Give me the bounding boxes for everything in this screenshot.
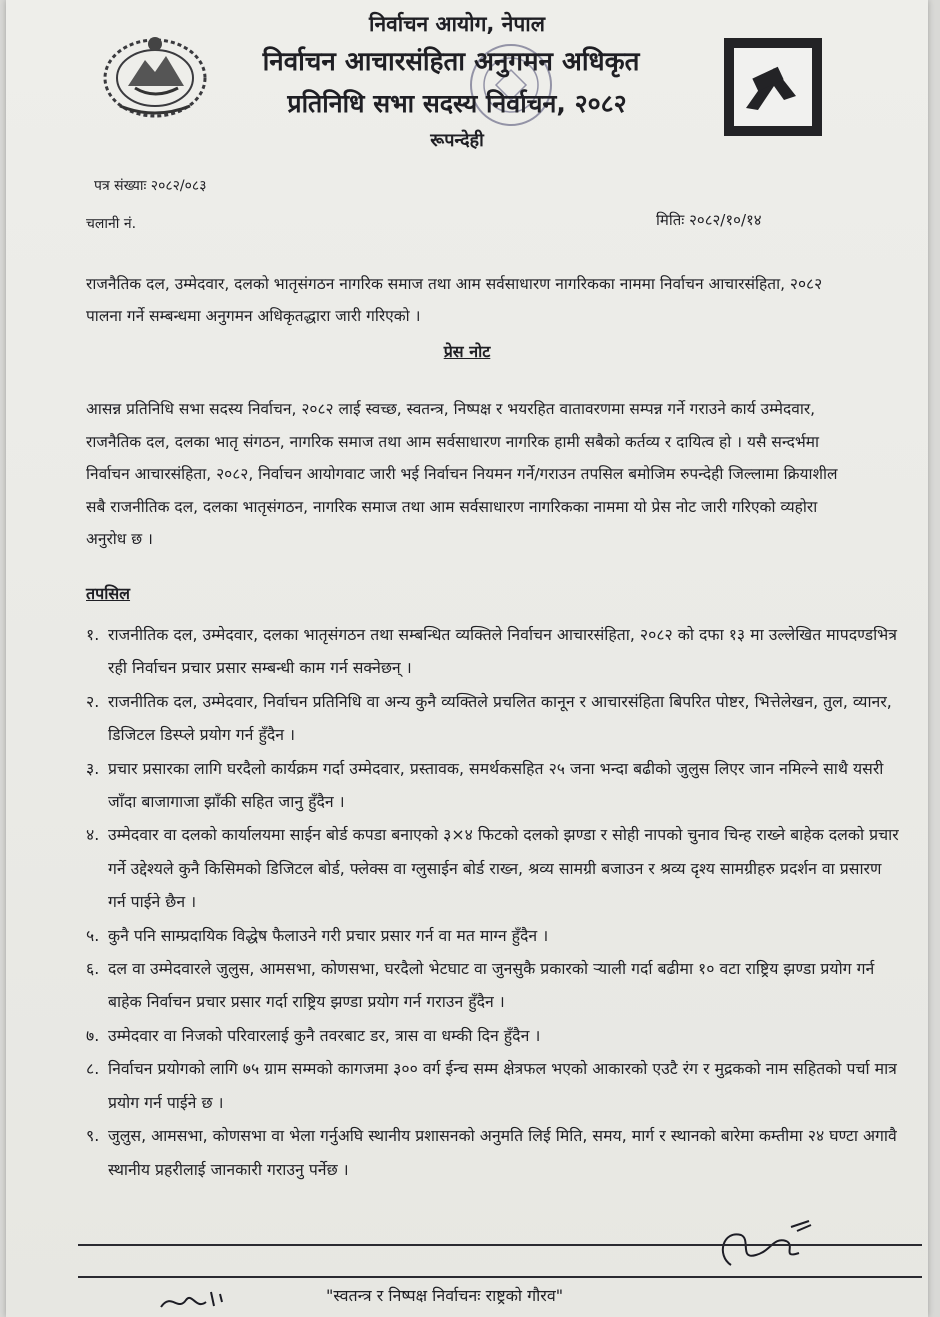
details-heading: तपसिल xyxy=(86,584,131,603)
item-text: राजनीतिक दल, उम्मेदवार, दलका भातृसंगठन तथा सम्बन्धित व्यक्तिले निर्वाचन आचारसंहिता, २०८२ को दफा १३ मा उल्लेखित मापदण्डभित्र रही निर्वाचन प्रचार प्रसार सम्बन्धी काम गर्न सक्नेछन् । xyxy=(108,625,897,678)
list-item xyxy=(86,919,901,952)
item-text: उम्मेदवार वा दलको कार्यालयमा साईन बोर्ड कपडा बनाएको ३×४ फिटको दलको झण्डा र सोही नापको चुनाव चिन्ह राख्ने बाहेक दलको प्रचार गर्ने उद्देश्यले कुनै किसिमको डिजिटल बोर्ड, फ्लेक्स वा ग्लुसाईन बोर्ड राख्न, श्रव्य सामग्री बजाउन र श्रव्य दृश्य सामग्रीहरु प्रदर्शन वा प्रसारण गर्न पाईने छैन । xyxy=(108,825,899,912)
footer-divider xyxy=(78,1244,922,1246)
header-commission: निर्वाचन आयोग, नेपाल xyxy=(369,12,545,36)
list-item xyxy=(86,952,901,1019)
subject-line: राजनैतिक दल, उम्मेदवार, दलको भातृसंगठन नागरिक समाज तथा आम सर्वसाधारण नागरिकका नाममा निर्वाचन आचारसंहिता, २०८२ पालना गर्ने सम्बन्धमा अनुगमन अधिकृतद्धारा जारी गरिएको । xyxy=(86,275,823,325)
document-page xyxy=(6,0,928,1317)
list-item xyxy=(86,685,901,752)
item-number: २. xyxy=(86,691,100,711)
item-text: प्रचार प्रसारका लागि घरदैलो कार्यक्रम गर्दा उम्मेदवार, प्रस्तावक, समर्थकसहित २५ जना भन्दा बढीको जुलुस लिएर जान नमिल्ने साथै यसरी जाँदा बाजागाजा झाँकी सहित जानु हुँदैन । xyxy=(108,758,884,812)
item-text: दल वा उम्मेदवारले जुलुस, आमसभा, कोणसभा, घरदैलो भेटघाट वा जुनसुकै प्रकारको र्‍याली गर्दा बढीमा १० वटा राष्ट्रिय झण्डा प्रयोग गर्न बाहेक निर्वाचन प्रचार प्रसार गर्दा राष्ट्रिय झण्डा प्रयोग गर्न गराउन हुँदैन । xyxy=(108,959,875,1012)
initials-icon xyxy=(156,1282,236,1317)
item-number: ७. xyxy=(86,1025,100,1045)
dispatch-number: चलानी नं. xyxy=(86,216,137,232)
item-text: निर्वाचन प्रयोगको लागि ७५ ग्राम सम्मको कागजमा ३०० वर्ग ईन्च सम्म क्षेत्रफल भएको आकारको एउटै रंग र मुद्रकको नाम सहितको पर्चा मात्र प्रयोग गर्न पाईने छ । xyxy=(108,1059,897,1112)
footer-slogan: "स्वतन्त्र र निष्पक्ष निर्वाचनः राष्ट्रको गौरव" xyxy=(326,1286,564,1305)
body-paragraph: आसन्न प्रतिनिधि सभा सदस्य निर्वाचन, २०८२ लाई स्वच्छ, स्वतन्त्र, निष्पक्ष र भयरहित वातावरणमा सम्पन्न गर्ने गराउने कार्य उम्मेदवार, राजनैतिक दल, दलका भातृ संगठन, नागरिक समाज तथा आम सर्वसाधारण नागरिक हामी सबैको कर्तव्य र दायित्व हो । यसै सन्दर्भमा निर्वाचन आचारसंहिता, २०८२, निर्वाचन आयोगवाट जारी भई निर्वाचन नियमन गर्ने/गराउन तपसिल बमोजिम रुपन्देही जिल्लामा क्रियाशील सबै राजनीतिक दल, दलका भातृसंगठन, नागरिक समाज तथा आम सर्वसाधारण नागरिकका नाममा यो प्रेस नोट जारी गरिएको व्यहोरा अनुरोध छ । xyxy=(86,400,838,548)
list-item xyxy=(86,818,901,918)
list-item xyxy=(86,1052,901,1119)
rules-list xyxy=(86,618,901,1186)
page-title: प्रेस नोट xyxy=(443,342,491,361)
item-number: ८. xyxy=(86,1059,100,1079)
item-text: जुलुस, आमसभा, कोणसभा वा भेला गर्नुअघि स्थानीय प्रशासनको अनुमति लिई मिति, समय, मार्ग र स्थानको बारेमा कम्तीमा २४ घण्टा अगावै स्थानीय प्रहरीलाई जानकारी गराउनु पर्नेछ । xyxy=(108,1126,897,1179)
list-item xyxy=(86,618,901,685)
letter-date: मितिः २०८२/१०/१४ xyxy=(656,211,762,229)
item-text: कुनै पनि साम्प्रदायिक विद्धेष फैलाउने गरी प्रचार प्रसार गर्न वा मत माग्न हुँदैन । xyxy=(108,925,549,945)
list-item xyxy=(86,1019,901,1052)
item-text: राजनीतिक दल, उम्मेदवार, निर्वाचन प्रतिनिधि वा अन्य कुनै व्यक्तिले प्रचलित कानून र आचारसंहिता बिपरित पोष्टर, भित्तेलेखन, तुल, व्यानर, डिजिटल डिस्प्ले प्रयोग गर्न हुँदैन । xyxy=(108,691,892,745)
item-number: १. xyxy=(86,625,100,644)
item-number: ९. xyxy=(86,1126,100,1146)
list-item xyxy=(86,1119,901,1186)
letter-number: पत्र संख्याः २०८२/०८३ xyxy=(94,178,207,194)
footer-divider xyxy=(78,1276,922,1278)
item-number: ६. xyxy=(86,959,100,979)
list-item xyxy=(86,752,901,819)
item-number: ४. xyxy=(86,825,100,845)
header-district: रूपन्देही xyxy=(430,130,484,151)
item-text: उम्मेदवार वा निजको परिवारलाई कुनै तवरबाट डर, त्रास वा धम्की दिन हुँदैन । xyxy=(108,1025,541,1045)
header-election: प्रतिनिधि सभा सदस्य निर्वाचन, २०८२ xyxy=(287,89,627,118)
header-office: निर्वाचन आचारसंहिता अनुगमन अधिकृत xyxy=(262,47,640,77)
item-number: ५. xyxy=(86,925,100,945)
item-number: ३. xyxy=(86,758,100,778)
